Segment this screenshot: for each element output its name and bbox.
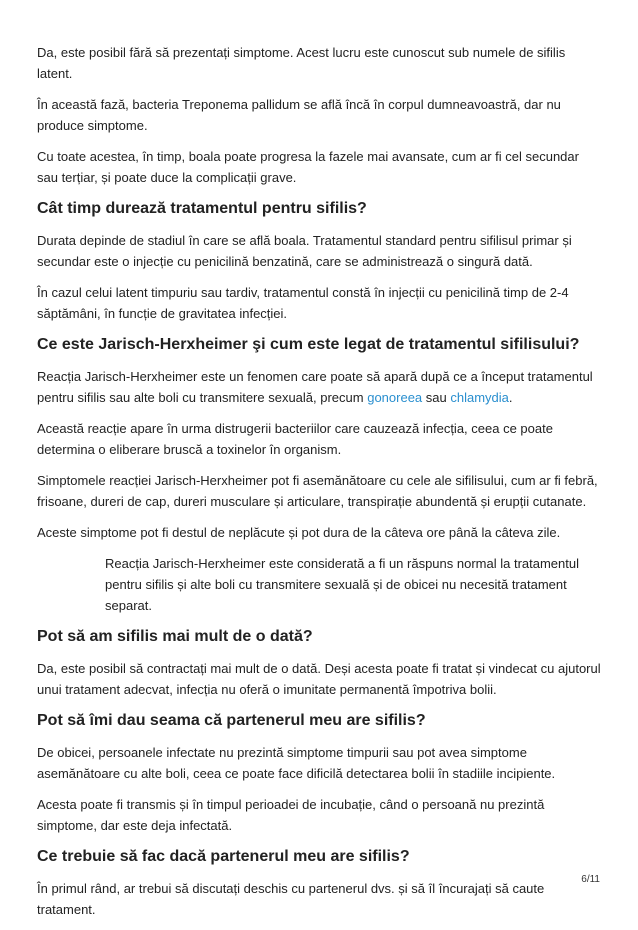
- paragraph: Această reacție apare în urma distrugerii bacteriilor care cauzează infecția, ceea ce poate determina o eliberare bruscă a toxinelor în organism.: [37, 421, 553, 457]
- section-heading: Ce este Jarisch-Herxheimer şi cum este legat de tratamentul sifilisului?: [37, 336, 580, 353]
- link-chlamydia[interactable]: chlamydia: [450, 390, 509, 405]
- paragraph: Simptomele reacției Jarisch-Herxheimer pot fi asemănătoare cu cele ale sifilisului, cum ar fi febră, frisoane, dureri de cap, dureri musculare și articulare, transpirație abundentă și erupții cutanate.: [37, 473, 598, 509]
- section-heading: Ce trebuie să fac dacă partenerul meu are sifilis?: [37, 848, 410, 865]
- blockquote: Reacția Jarisch-Herxheimer este considerată a fi un răspuns normal la tratamentul pentru sifilis și alte boli cu transmitere sexuală și de obicei nu necesită tratament separat.: [105, 556, 579, 613]
- document-page: [37, 0, 602, 930]
- paragraph: În cazul celui latent timpuriu sau tardiv, tratamentul constă în injecții cu penicilină timp de 2-4 săptămâni, în funcție de gravitatea infecției.: [37, 285, 569, 321]
- text: sau: [422, 390, 451, 405]
- paragraph: Da, este posibil să contractați mai mult de o dată. Deși acesta poate fi tratat și vindecat cu ajutorul unui tratament adecvat, infecția nu oferă o imunitate permanentă împotriva bolii.: [37, 661, 601, 697]
- paragraph: Aceste simptome pot fi destul de neplăcute și pot dura de la câteva ore până la câteva zile.: [37, 525, 561, 540]
- paragraph: Acesta poate fi transmis și în timpul perioadei de incubație, când o persoană nu prezintă simptome, dar este deja infectată.: [37, 797, 545, 833]
- paragraph: [37, 366, 602, 408]
- text: Reacția Jarisch-Herxheimer este un fenomen care poate să apară după ce a început tratamentul pentru sifilis sau alte boli cu transmitere sexuală, precum: [37, 369, 593, 405]
- page-number: 6/11: [581, 874, 600, 885]
- section-heading: Pot să îmi dau seama că partenerul meu are sifilis?: [37, 712, 426, 729]
- paragraph: De obicei, persoanele infectate nu prezintă simptome timpurii sau pot avea simptome asemănătoare cu alte boli, ceea ce poate face dificilă detectarea bolii în stadiile incipiente.: [37, 745, 556, 781]
- section-heading: Pot să am sifilis mai mult de o dată?: [37, 628, 313, 645]
- paragraph: În primul rând, ar trebui să discutați deschis cu partenerul dvs. și să îl încurajați să caute tratament.: [37, 881, 545, 917]
- paragraph: În această fază, bacteria Treponema pallidum se află încă în corpul dumneavoastră, dar nu produce simptome.: [37, 97, 561, 133]
- section-heading: Cât timp durează tratamentul pentru sifilis?: [37, 200, 367, 217]
- paragraph: Da, este posibil fără să prezentați simptome. Acest lucru este cunoscut sub numele de sifilis latent.: [37, 45, 566, 81]
- text: .: [508, 390, 513, 405]
- paragraph: Durata depinde de stadiul în care se află boala. Tratamentul standard pentru sifilisul primar și secundar este o injecție cu penicilină benzatină, care se administrează o singură dată.: [37, 233, 572, 269]
- link-gonoreea[interactable]: gonoreea: [367, 390, 423, 405]
- paragraph: Cu toate acestea, în timp, boala poate progresa la fazele mai avansate, cum ar fi cel secundar sau terțiar, și poate duce la complicații grave.: [37, 149, 579, 185]
